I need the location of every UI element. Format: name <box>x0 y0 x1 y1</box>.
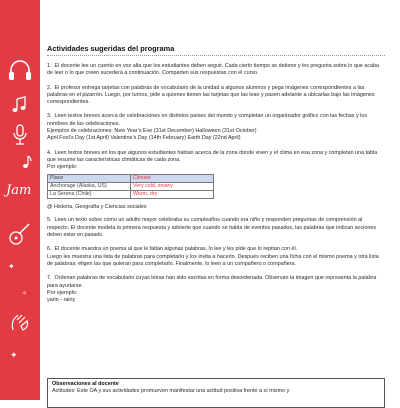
item-text: Leen textos breves en los que algunos estudiantes hablan acerca de la zona donde viven y el clima en esa zona y completan una tabla que resume las características climáticas de cada zona. <box>47 149 378 163</box>
subject-link: @ Historia, Geografía y Ciencias sociales <box>47 204 147 211</box>
climate-table <box>47 174 214 200</box>
table-row <box>48 191 214 199</box>
divider <box>47 55 385 56</box>
table-header-row <box>48 174 214 182</box>
example-label: Por ejemplo: <box>47 289 78 296</box>
activity-2 <box>47 85 385 107</box>
activity-6 <box>47 246 385 268</box>
item-text: El profesor entrega tarjetas con palabras de vocabulario de la unidad a algunos alumnos y pega imágenes correspondientes a las palabras en el pizarrón. Luego, por turnos, pide a quienes tienen las tarjetas que las lean y pasen adelante a ubicarlas bajo las imágenes correspondientes. <box>47 84 375 106</box>
guitar-icon <box>8 222 32 246</box>
teacher-notes-box <box>47 378 385 408</box>
activity-3 <box>47 113 385 142</box>
star-icon: ✦ <box>8 262 15 271</box>
activity-5 <box>47 217 385 239</box>
notes-text: Actitudes: Este OA y sus actividades promueven manifestar una actitud positiva frente a sí mismo y <box>52 388 290 394</box>
item-text: Leen textos breves acerca de celebraciones en distintos países del mundo y completan un organizador gráfico con las fechas y los nombres de las celebraciones. <box>47 113 368 127</box>
item-number: 1. <box>47 63 52 69</box>
activity-1 <box>47 63 385 78</box>
music-note-icon <box>10 96 28 114</box>
table-cell: Anchorage (Alaska, US) <box>48 182 131 190</box>
item-text: El docente lee un cuento en voz alta que los estudiantes deben seguir. Cada cierto tiempo se detiene y les pregunta sobre lo que acaba de leer o lo que creen sucederá a continuación. Comparten sus respuestas con el curso. <box>47 63 380 77</box>
star-icon: ✧ <box>22 291 28 297</box>
table-row <box>48 182 214 190</box>
example-line: April Fool’s Day (1st April) Valentine’s Day (14th February) Earth Day (22nd April) <box>47 135 241 142</box>
hand-icon <box>9 312 31 332</box>
item-number: 6. <box>47 246 52 253</box>
headphones-icon <box>7 58 33 82</box>
decorative-sidebar <box>0 0 40 400</box>
item-number: 5. <box>47 217 52 224</box>
item-number: 4. <box>47 149 52 156</box>
small-note-icon <box>20 155 32 169</box>
table-header-cell: Place <box>48 174 131 182</box>
notes-title: Observaciones al docente <box>52 381 119 387</box>
example-label: Por ejemplo: <box>47 164 78 171</box>
item-text: Luego les muestra una lista de palabras para completarlo y los invita a hacerlo. Después reciben una ficha con el mismo poema y otra lista de palabras; eligen las que quieran para completarlo. Finalmente, lo leen a un compañero o compañera. <box>47 253 379 267</box>
item-number: 7. <box>47 275 52 282</box>
item-number: 3. <box>47 113 52 120</box>
activity-4 <box>47 150 385 200</box>
table-header-cell: Climate <box>131 174 214 182</box>
example-line: yarin - rainy <box>47 297 76 304</box>
table-cell: Very cold, snowy <box>131 182 214 190</box>
item-text: Leen un texto sobre cómo un adulto mayor celebraba su cumpleaños cuando era niño y responden preguntas de comprensión al respecto. El docente modela la primera respuesta y advierte que cuando se habla de eventos pasados, las palabras que indican acciones deben estar en pasado. <box>47 217 377 239</box>
microphone-icon <box>12 124 28 146</box>
table-cell: La Serena (Chile) <box>48 191 131 199</box>
item-text: Ordenan palabras de vocabulario cuyas letras han sido escritas en forma desordenada. Observan la imagen que representa la palabra para ayudarse. <box>47 275 377 289</box>
document-page <box>47 44 385 400</box>
jam-doodle: Jam <box>6 183 32 198</box>
example-line: Ejemplos de celebraciones: New Year’s Eve (31st December) Halloween (31st October) <box>47 128 257 135</box>
star-icon: ✦ <box>10 350 18 360</box>
item-text: El docente muestra un poema al que le faltan algunas palabras, lo lee y les pide que lo repitan con él. <box>54 246 298 253</box>
activity-7 <box>47 275 385 304</box>
item-number: 2. <box>47 84 52 91</box>
table-cell: Warm, dry <box>131 191 214 199</box>
section-title: Actividades sugeridas del programa <box>47 44 175 53</box>
